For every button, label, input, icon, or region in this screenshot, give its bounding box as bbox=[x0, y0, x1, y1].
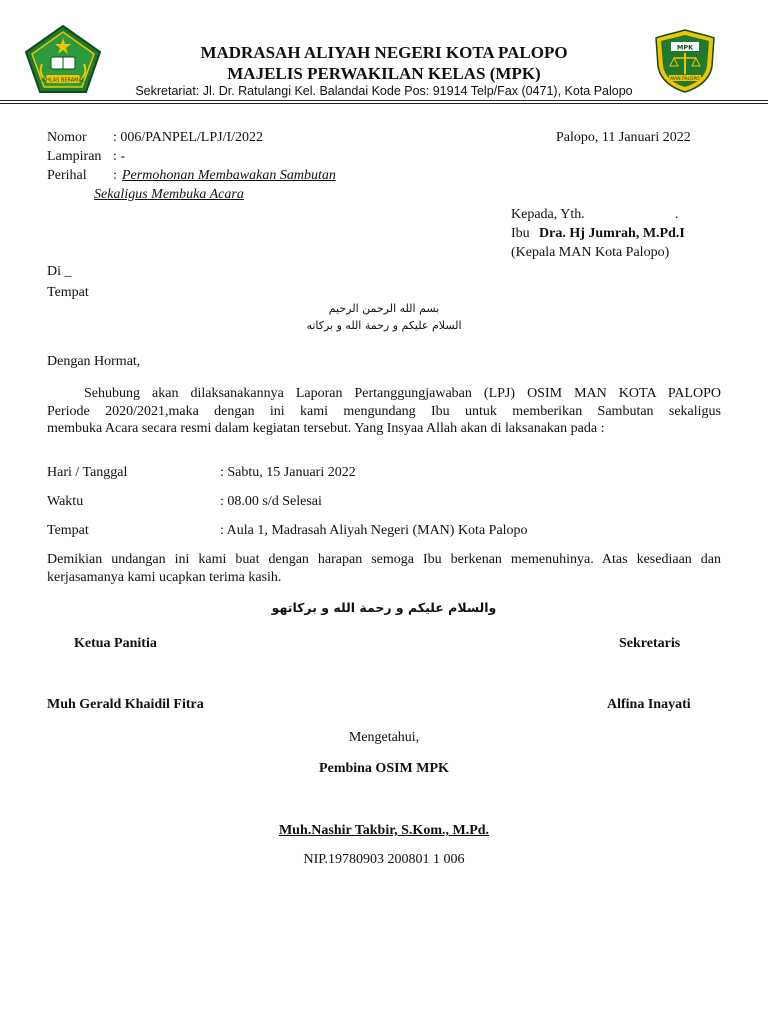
kepada-yth: Kepada, Yth. bbox=[511, 207, 585, 222]
closing-paragraph bbox=[47, 551, 721, 586]
recipient-prefix: Ibu bbox=[511, 226, 530, 241]
left-logo-motto: IKHLAS BERAMAL bbox=[41, 77, 85, 84]
ketua-title: Ketua Panitia bbox=[74, 636, 157, 651]
lampiran-value: : - bbox=[113, 149, 126, 164]
nomor-label: Nomor bbox=[47, 130, 87, 145]
sekretaris-name: Alfina Inayati bbox=[607, 697, 691, 712]
organization-name: MAJELIS PERWAKILAN KELAS (MPK) bbox=[227, 64, 541, 83]
closing-line-2: kerjasamanya kami ucapkan terima kasih. bbox=[47, 569, 282, 585]
ketua-name: Muh Gerald Khaidil Fitra bbox=[47, 697, 204, 712]
perihal-line2: Sekaligus Membuka Acara bbox=[94, 187, 244, 202]
perihal-label: Perihal bbox=[47, 168, 87, 183]
opening-salam: السلام عليكم و رحمة الله و بركاته bbox=[306, 319, 462, 332]
detail-value-place: : Aula 1, Madrasah Aliyah Negeri (MAN) Kota Palopo bbox=[220, 523, 528, 538]
kepada-dot: . bbox=[675, 207, 679, 222]
basmalah: بسم الله الرحمن الرحيم bbox=[328, 302, 440, 315]
perihal-colon: : bbox=[113, 168, 117, 183]
sekretaris-title: Sekretaris bbox=[619, 636, 681, 651]
closing-salam: والسلام عليكم و رحمة الله و بركاتهو bbox=[271, 600, 497, 615]
closing-line-1: Demikian undangan ini kami buat dengan harapan semoga Ibu berkenan memenuhinya. Atas kesediaan dan bbox=[47, 552, 721, 567]
lampiran-label: Lampiran bbox=[47, 149, 102, 164]
paragraph-line-3: membuka Acara secara resmi dalam kegiatan tersebut. Yang Insyaa Allah akan di laksanakan pada : bbox=[47, 421, 605, 436]
right-logo-subtitle: MAN PALOPO bbox=[670, 77, 700, 82]
perihal-line1: Permohonan Membawakan Sambutan bbox=[122, 168, 336, 183]
detail-label-place: Tempat bbox=[47, 523, 89, 538]
school-name: MADRASAH ALIYAH NEGERI KOTA PALOPO bbox=[200, 43, 568, 62]
detail-label-date: Hari / Tanggal bbox=[47, 465, 128, 480]
detail-label-time: Waktu bbox=[47, 494, 84, 509]
tempat-label: Tempat bbox=[47, 285, 89, 300]
greeting: Dengan Hormat, bbox=[47, 354, 141, 369]
header-divider-thin bbox=[0, 103, 768, 104]
paragraph-line-2: Periode 2020/2021,maka dengan ini kami mengundang Ibu untuk memberikan Sambutan sekaligus bbox=[47, 403, 721, 419]
di-label: Di _ bbox=[47, 264, 72, 279]
detail-value-time: : 08.00 s/d Selesai bbox=[220, 494, 322, 509]
header-divider bbox=[0, 100, 768, 101]
mengetahui-label: Mengetahui, bbox=[348, 730, 420, 745]
paragraph-line-1: Sehubung akan dilaksanakannya Laporan Pertanggungjawaban (LPJ) OSIM MAN KOTA PALOPO bbox=[84, 386, 721, 401]
pembina-name: Muh.Nashir Takbir, S.Kom., M.Pd. bbox=[278, 823, 490, 838]
invitation-paragraph bbox=[47, 385, 721, 438]
mpk-logo-icon bbox=[654, 28, 716, 94]
nomor-value: : 006/PANPEL/LPJ/I/2022 bbox=[113, 130, 264, 145]
detail-value-date: : Sabtu, 15 Januari 2022 bbox=[220, 465, 356, 480]
recipient-name: Dra. Hj Jumrah, M.Pd.I bbox=[539, 226, 685, 241]
pembina-title: Pembina OSIM MPK bbox=[319, 761, 449, 776]
right-logo-title: MPK bbox=[676, 43, 694, 52]
secretariat-address: Sekretariat: Jl. Dr. Ratulangi Kel. Balandai Kode Pos: 91914 Telp/Fax (0471), Kota Palopo bbox=[135, 84, 633, 98]
pembina-nip: NIP.19780903 200801 1 006 bbox=[303, 852, 465, 867]
letter-date: Palopo, 11 Januari 2022 bbox=[556, 130, 691, 145]
recipient-position: (Kepala MAN Kota Palopo) bbox=[511, 245, 670, 260]
